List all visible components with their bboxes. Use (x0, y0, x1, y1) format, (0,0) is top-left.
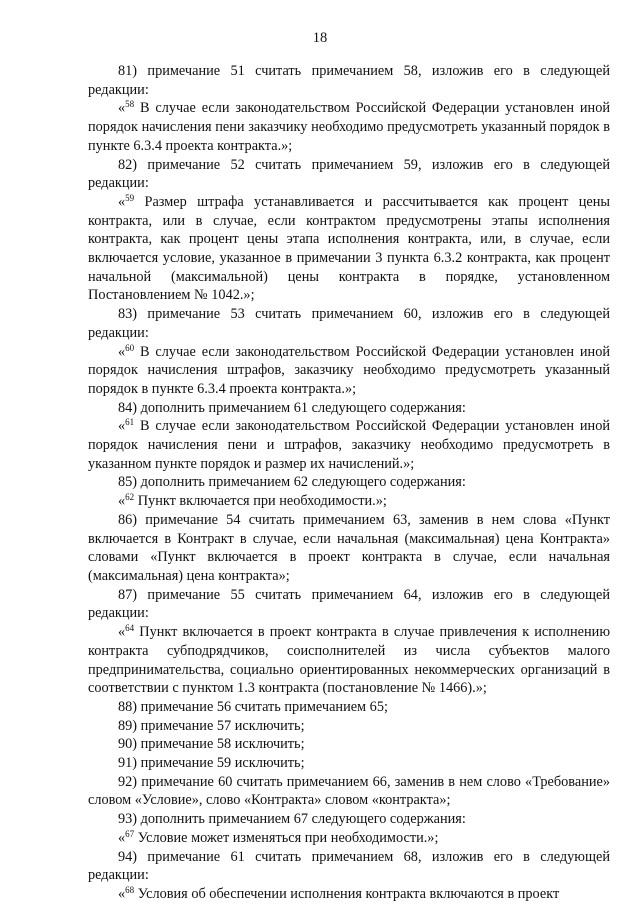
paragraph-90 (88, 735, 610, 754)
footnote-68-text (88, 885, 610, 904)
paragraph-text: В случае если законодательством Российской Федерации установлен иной порядок начисления штрафов, заказчику необходимо предусмотреть указанный порядок в пункте 6.3.4 проекта контракта.»; (88, 343, 610, 397)
paragraph-text: Размер штрафа устанавливается и рассчитывается как процент цены контракта, или в случае, если контрактом предусмотрены этапы исполнения контракта, как процент цены этапа исполнения контракта, или, в случае, если включается условие, указанное в примечании 3 пункта 6.3.2 контракта, как процент начальной (максимальной) цены контракта в порядке, установленном Постановлением № 1042.»; (88, 193, 610, 304)
footnote-62-text (88, 492, 610, 511)
paragraph-text: 82) примечание 52 считать примечанием 59, изложив его в следующей редакции: (88, 156, 610, 192)
paragraph-text: 83) примечание 53 считать примечанием 60, изложив его в следующей редакции: (88, 306, 610, 341)
quote-open: « (118, 100, 126, 117)
paragraph-text: Условия об обеспечении исполнения контракта включаются в проект (134, 885, 560, 902)
paragraph-92 (88, 773, 610, 810)
paragraph-84 (88, 399, 610, 418)
footnote-marker: 61 (125, 417, 135, 428)
paragraph-text: 84) дополнить примечанием 61 следующего содержания: (118, 399, 466, 416)
paragraph-text: В случае если законодательством Российской Федерации установлен иной порядок начисления пени заказчику необходимо предусмотреть указанный порядок в пункте 6.3.4 проекта контракта.»; (88, 100, 610, 154)
page-number: 18 (312, 30, 328, 46)
paragraph-86 (88, 511, 610, 586)
paragraph-88 (88, 698, 610, 717)
paragraph-93 (88, 810, 610, 829)
paragraph-text: 91) примечание 59 исключить; (118, 755, 305, 772)
footnote-59-text (88, 193, 610, 305)
footnote-64-text (88, 623, 610, 698)
paragraph-81 (88, 62, 610, 99)
quote-open: « (118, 493, 126, 510)
footnote-61-text (88, 417, 610, 473)
quote-open: « (118, 193, 126, 210)
quote-open: « (118, 624, 126, 641)
paragraph-text: 93) дополнить примечанием 67 следующего содержания: (118, 811, 466, 828)
footnote-67-text (88, 829, 610, 848)
quote-open: « (118, 343, 126, 360)
paragraph-87 (88, 586, 610, 623)
footnote-58-text (88, 99, 610, 155)
document-body (88, 62, 610, 904)
paragraph-85 (88, 473, 610, 492)
paragraph-text: 92) примечание 60 считать примечанием 66, заменив в нем слово «Требование» словом «Условие», слово «Контракта» словом «контракта»; (88, 773, 610, 809)
quote-open: « (118, 418, 126, 435)
footnote-marker: 62 (125, 492, 135, 503)
paragraph-91 (88, 754, 610, 773)
quote-open: « (118, 829, 126, 846)
footnote-60-text (88, 343, 610, 399)
paragraph-text: 89) примечание 57 исключить; (118, 717, 305, 734)
paragraph-82 (88, 156, 610, 193)
footnote-marker: 67 (125, 828, 135, 839)
paragraph-text: Условие может изменяться при необходимости.»; (134, 829, 439, 846)
footnote-marker: 68 (125, 884, 135, 895)
paragraph-text: Пункт включается при необходимости.»; (134, 493, 387, 510)
paragraph-text: 87) примечание 55 считать примечанием 64, изложив его в следующей редакции: (88, 586, 610, 622)
paragraph-text: В случае если законодательством Российской Федерации установлен иной порядок начисления пени и штрафов, заказчику необходимо предусмотреть в указанном пункте порядок и размер их начислений.»; (88, 418, 610, 472)
paragraph-83 (88, 305, 610, 342)
paragraph-text: 86) примечание 54 считать примечанием 63, заменив в нем слова «Пункт включается в Контракт в случае, если начальная (максимальная) цена Контракта» словами «Пункт включается в проект контракта в случае, если начальная (максимальная) цена контракта»; (88, 511, 610, 584)
footnote-marker: 64 (125, 623, 135, 634)
paragraph-text: Пункт включается в проект контракта в случае привлечения к исполнению контракта субподрядчиков, соисполнителей из числа субъектов малого предпринимательства, социально ориентированных некоммерческих организаций в соответствии с пунктом 1.3 контракта (постановление № 1466).»; (88, 624, 610, 697)
footnote-marker: 60 (125, 342, 135, 353)
paragraph-text: 81) примечание 51 считать примечанием 58, изложив его в следующей редакции: (88, 63, 610, 98)
quote-open: « (118, 885, 126, 902)
footnote-marker: 58 (125, 99, 135, 110)
footnote-marker: 59 (125, 192, 135, 203)
paragraph-text: 85) дополнить примечанием 62 следующего содержания: (118, 474, 466, 491)
paragraph-89 (88, 717, 610, 736)
paragraph-text: 94) примечание 61 считать примечанием 68, изложив его в следующей редакции: (88, 848, 610, 884)
paragraph-94 (88, 848, 610, 885)
paragraph-text: 88) примечание 56 считать примечанием 65; (118, 698, 388, 715)
paragraph-text: 90) примечание 58 исключить; (118, 736, 305, 753)
